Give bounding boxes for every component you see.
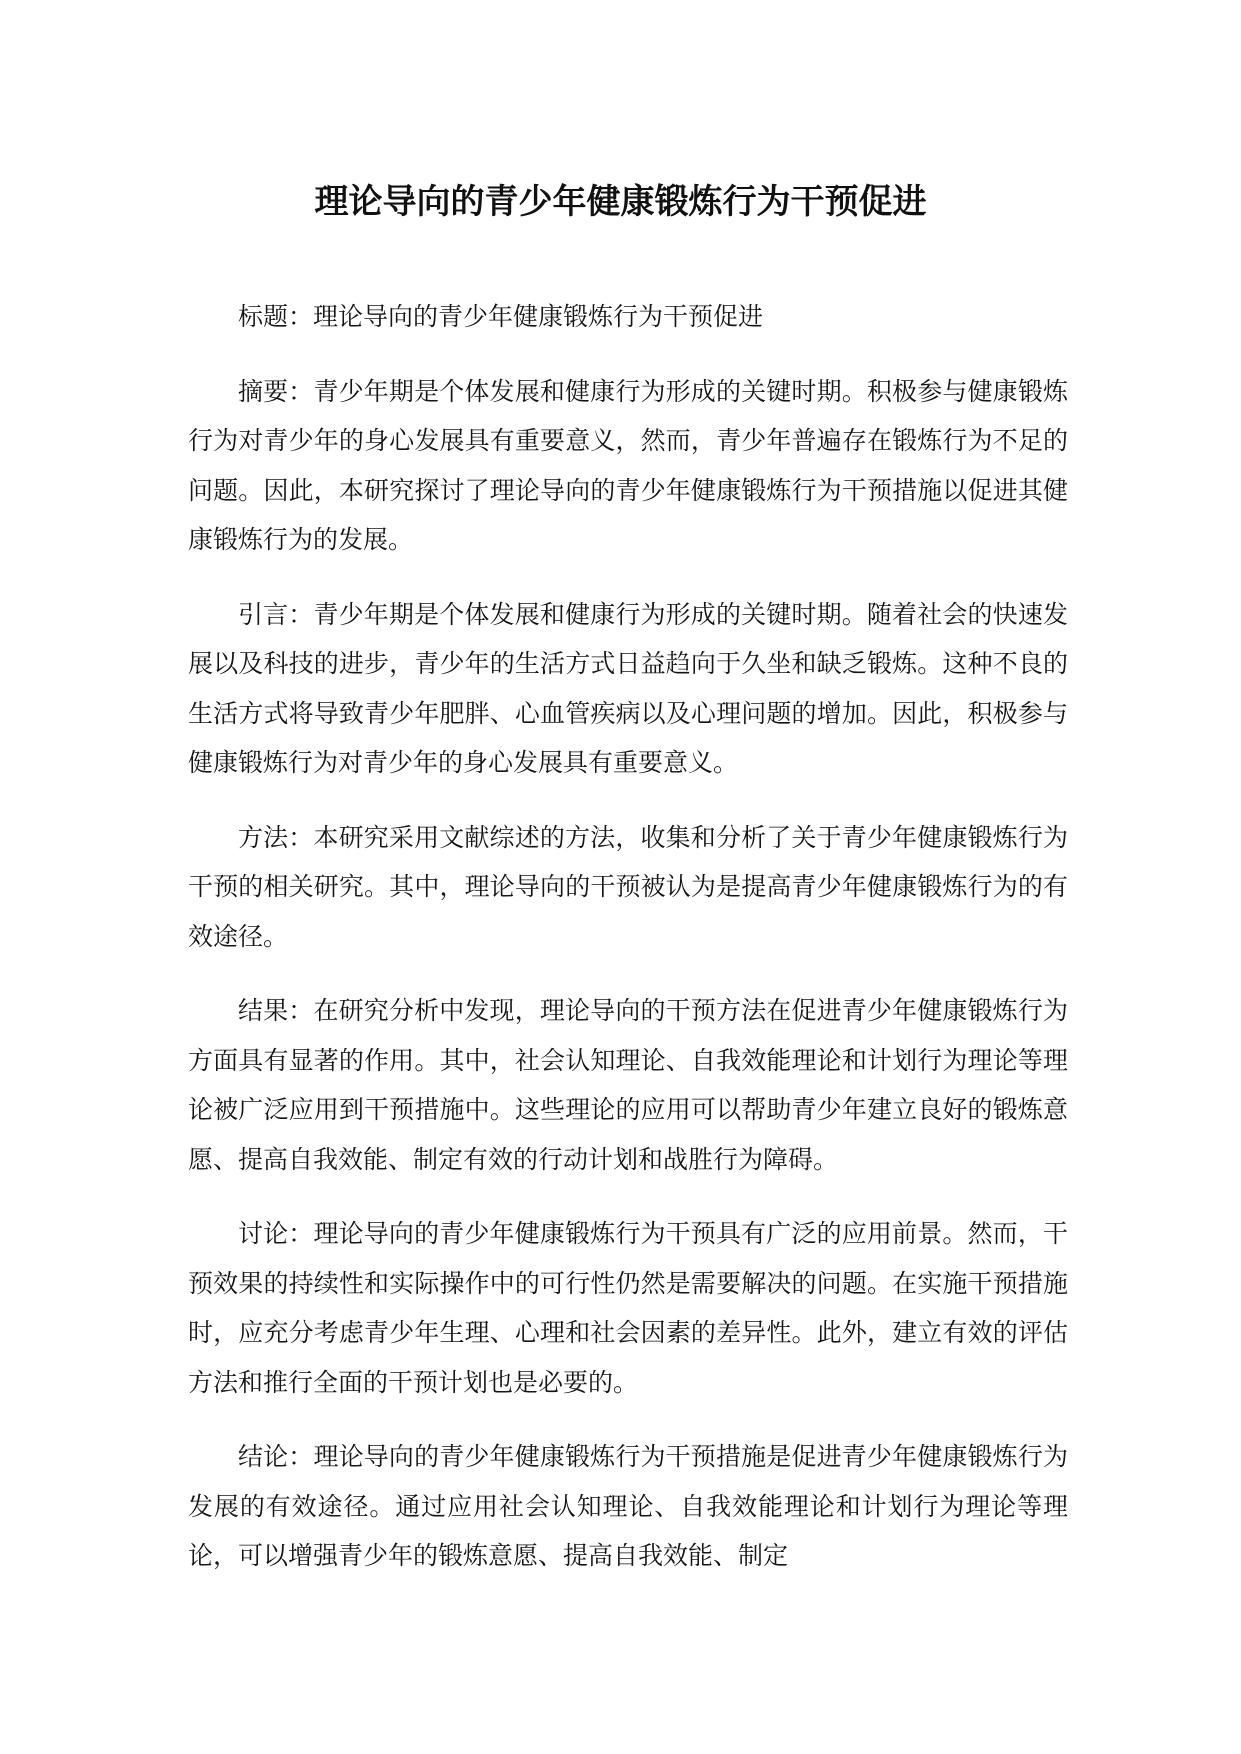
document-body [188,292,1068,1606]
paragraph-results: 结果：在研究分析中发现，理论导向的干预方法在促进青少年健康锻炼行为方面具有显著的作用。其中，社会认知理论、自我效能理论和计划行为理论等理论被广泛应用到干预措施中。这些理论的应用可以帮助青少年建立良好的锻炼意愿、提高自我效能、制定有效的行动计划和战胜行为障碍。 [188,996,1068,1174]
paragraph-introduction: 引言：青少年期是个体发展和健康行为形成的关键时期。随着社会的快速发展以及科技的进步，青少年的生活方式日益趋向于久坐和缺乏锻炼。这种不良的生活方式将导致青少年肥胖、心血管疾病以及心理问题的增加。因此，积极参与健康锻炼行为对青少年的身心发展具有重要意义。 [188,599,1068,777]
document-title: 理论导向的青少年健康锻炼行为干预促进 [314,182,927,222]
paragraph-abstract: 摘要：青少年期是个体发展和健康行为形成的关键时期。积极参与健康锻炼行为对青少年的身心发展具有重要意义，然而，青少年普遍存在锻炼行为不足的问题。因此，本研究探讨了理论导向的青少年健康锻炼行为干预措施以促进其健康锻炼行为的发展。 [188,376,1068,554]
paragraph-discussion: 讨论：理论导向的青少年健康锻炼行为干预具有广泛的应用前景。然而，干预效果的持续性和实际操作中的可行性仍然是需要解决的问题。在实施干预措施时，应充分考虑青少年生理、心理和社会因素的差异性。此外，建立有效的评估方法和推行全面的干预计划也是必要的。 [188,1219,1068,1397]
paragraph-methods: 方法：本研究采用文献综述的方法，收集和分析了关于青少年健康锻炼行为干预的相关研究。其中，理论导向的干预被认为是提高青少年健康锻炼行为的有效途径。 [188,822,1068,951]
paragraph-conclusion: 结论：理论导向的青少年健康锻炼行为干预措施是促进青少年健康锻炼行为发展的有效途径。通过应用社会认知理论、自我效能理论和计划行为理论等理论，可以增强青少年的锻炼意愿、提高自我效能、制定 [188,1442,1068,1570]
paragraph-heading: 标题：理论导向的青少年健康锻炼行为干预促进 [238,302,764,331]
